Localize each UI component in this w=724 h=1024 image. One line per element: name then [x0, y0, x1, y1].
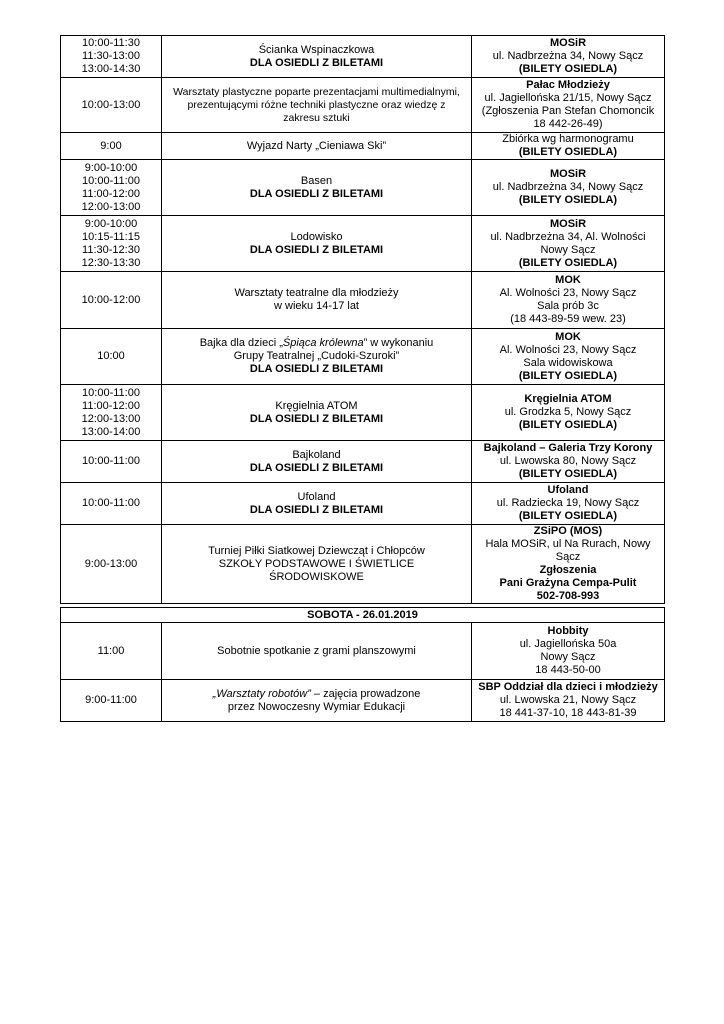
- schedule-row: [61, 329, 665, 385]
- schedule-table-friday: [60, 35, 665, 604]
- event-cell: [162, 272, 472, 329]
- venue-cell: [472, 160, 665, 216]
- venue-line: (BILETY OSIEDLA): [518, 63, 618, 75]
- schedule-row: [61, 483, 665, 525]
- venue-line: Pani Grażyna Cempa-Pulit: [499, 577, 637, 589]
- venue-line: Al. Wolności 23, Nowy Sącz: [499, 287, 637, 299]
- venue-line: (BILETY OSIEDLA): [518, 419, 618, 431]
- venue-cell: [472, 133, 665, 160]
- time-slot: 9:00-13:00: [84, 557, 138, 570]
- event-cell: [162, 329, 472, 385]
- event-cell: [162, 216, 472, 272]
- event-cell: [162, 680, 472, 722]
- venue-line: ul. Radziecka 19, Nowy Sącz: [496, 497, 640, 509]
- event-cell: [162, 483, 472, 525]
- schedule-row: [61, 133, 665, 160]
- event-line-part: ” w wykonaniu: [363, 337, 434, 349]
- event-line: DLA OSIEDLI Z BILETAMI: [249, 412, 384, 425]
- event-line: Kręgielnia ATOM: [275, 399, 358, 412]
- event-line-part: Bajka dla dzieci „: [199, 337, 283, 349]
- venue-cell: [472, 680, 665, 722]
- event-line: Lodowisko: [290, 230, 343, 243]
- event-line: w wieku 14-17 lat: [274, 300, 359, 312]
- event-line: Ufoland: [297, 490, 336, 503]
- venue-line: MOK: [555, 330, 581, 343]
- time-slot: 10:00-11:30: [82, 37, 140, 49]
- venue-line: (BILETY OSIEDLA): [518, 369, 618, 382]
- venue-line: (Zgłoszenia Pan Stefan Chomoncik: [481, 105, 655, 117]
- venue-line: Al. Wolności 23, Nowy Sącz: [499, 343, 637, 356]
- venue-line: Kręgielnia ATOM: [524, 393, 612, 405]
- schedule-row: [61, 385, 665, 441]
- event-cell: [162, 160, 472, 216]
- venue-line: ul. Grodzka 5, Nowy Sącz: [504, 406, 632, 418]
- time-cell: [61, 441, 162, 483]
- venue-line: Sala prób 3c: [537, 300, 599, 312]
- time-cell: [61, 385, 162, 441]
- schedule-row: [61, 680, 665, 722]
- time-cell: [61, 133, 162, 160]
- venue-line: (BILETY OSIEDLA): [518, 256, 618, 269]
- event-line: DLA OSIEDLI Z BILETAMI: [249, 56, 384, 69]
- venue-line: Bajkoland – Galeria Trzy Korony: [483, 442, 653, 454]
- venue-line: ul. Nadbrzeżna 34, Al. Wolności: [490, 230, 646, 243]
- venue-line: MOSiR: [549, 37, 587, 49]
- time-slot: 9:00: [100, 139, 122, 152]
- venue-line: Zgłoszenia: [539, 564, 597, 576]
- venue-line: ul. Nadbrzeżna 34, Nowy Sącz: [492, 181, 644, 193]
- time-slot: 12:30-13:30: [81, 256, 141, 269]
- time-slot: 13:00-14:30: [81, 63, 141, 75]
- schedule-row: [61, 623, 665, 680]
- schedule-row: [61, 272, 665, 329]
- venue-line: (BILETY OSIEDLA): [518, 146, 618, 158]
- time-cell: [61, 525, 162, 604]
- event-line-part: „Warsztaty robotów”: [212, 687, 311, 700]
- event-line: [165, 688, 468, 701]
- venue-cell: [472, 441, 665, 483]
- event-cell: [162, 36, 472, 78]
- time-slot: 9:00-11:00: [85, 694, 137, 706]
- time-cell: [61, 216, 162, 272]
- time-cell: [61, 329, 162, 385]
- venue-line: 18 443-50-00: [535, 664, 601, 676]
- venue-line: ZSiPO (MOS): [533, 525, 603, 537]
- time-slot: 10:00-11:00: [82, 386, 140, 399]
- schedule-rows: [61, 608, 665, 722]
- event-cell: [162, 133, 472, 160]
- day-heading: SOBOTA - 26.01.2019: [61, 608, 665, 623]
- time-slot: 11:30-12:30: [82, 243, 140, 256]
- event-cell: [162, 78, 472, 133]
- venue-line: (BILETY OSIEDLA): [518, 194, 618, 206]
- schedule-row: [61, 441, 665, 483]
- event-cell: [162, 525, 472, 604]
- event-line-part: Śpiąca królewna: [282, 337, 364, 349]
- event-line: Ścianka Wspinaczkowa: [258, 43, 375, 56]
- event-line: Grupy Teatralnej „Cudoki-Szuroki”: [233, 350, 400, 362]
- event-line: Bajkoland: [292, 448, 341, 461]
- event-line: Wyjazd Narty „Cieniawa Ski”: [246, 139, 387, 152]
- venue-line: 18 441-37-10, 18 443-81-39: [499, 707, 637, 719]
- venue-cell: [472, 385, 665, 441]
- schedule-row: [61, 216, 665, 272]
- venue-cell: [472, 36, 665, 78]
- time-slot: 10:00-11:00: [82, 497, 140, 509]
- venue-cell: [472, 78, 665, 133]
- event-line: Warsztaty teatralne dla młodzieży: [234, 287, 399, 299]
- time-slot: 12:00-13:00: [81, 412, 141, 425]
- event-cell: [162, 623, 472, 680]
- venue-cell: [472, 329, 665, 385]
- time-slot: 11:30-13:00: [82, 50, 140, 62]
- time-cell: [61, 160, 162, 216]
- venue-line: Ufoland: [547, 484, 589, 496]
- time-cell: [61, 78, 162, 133]
- time-slot: 11:00: [97, 644, 125, 657]
- event-line: Basen: [300, 174, 333, 187]
- venue-line: (BILETY OSIEDLA): [518, 468, 618, 480]
- venue-line: (18 443-89-59 wew. 23): [510, 313, 626, 325]
- venue-line: MOK: [555, 274, 581, 286]
- event-line: przez Nowoczesny Wymiar Edukacji: [227, 700, 406, 713]
- schedule-row: [61, 36, 665, 78]
- venue-cell: [472, 525, 665, 604]
- venue-line: MOSiR: [549, 217, 587, 230]
- venue-line: ul. Lwowska 80, Nowy Sącz: [499, 455, 637, 467]
- event-line: DLA OSIEDLI Z BILETAMI: [249, 363, 384, 375]
- venue-line: ul. Jagiellońska 21/15, Nowy Sącz: [484, 92, 652, 104]
- event-cell: [162, 441, 472, 483]
- event-line: Sobotnie spotkanie z grami planszowymi: [217, 644, 416, 657]
- schedule-row: [61, 160, 665, 216]
- schedule-row: [61, 525, 665, 604]
- time-cell: [61, 272, 162, 329]
- time-slot: 10:15-11:15: [82, 230, 140, 243]
- event-cell: [162, 385, 472, 441]
- schedule-row: [61, 78, 665, 133]
- time-slot: 9:00-10:00: [84, 161, 138, 174]
- event-line: Turniej Piłki Siatkowej Dziewcząt i Chłopców: [208, 544, 425, 557]
- venue-line: 502-708-993: [536, 590, 600, 602]
- time-slot: 10:00-11:00: [82, 455, 140, 467]
- venue-line: Pałac Młodzieży: [526, 79, 610, 91]
- venue-line: (BILETY OSIEDLA): [518, 510, 618, 522]
- venue-cell: [472, 483, 665, 525]
- event-line: DLA OSIEDLI Z BILETAMI: [249, 187, 384, 200]
- time-slot: 10:00: [97, 350, 125, 362]
- event-line: Warsztaty plastyczne poparte prezentacjami multimedialnymi, prezentującymi różne techniki plastyczne oraz wiedzę z zakresu sztuki: [173, 85, 460, 124]
- event-line: SZKOŁY PODSTAWOWE I ŚWIETLICE: [218, 557, 415, 570]
- time-slot: 9:00-10:00: [84, 217, 138, 230]
- time-cell: [61, 623, 162, 680]
- venue-line: 18 442-26-49): [533, 118, 603, 130]
- time-cell: [61, 36, 162, 78]
- event-line: [165, 337, 468, 350]
- time-cell: [61, 483, 162, 525]
- time-slot: 11:00-12:00: [82, 187, 140, 200]
- schedule-rows: [61, 36, 665, 604]
- venue-line: Hala MOSiR, ul Na Rurach, Nowy Sącz: [485, 538, 651, 563]
- day-heading-row: [61, 608, 665, 623]
- event-line: DLA OSIEDLI Z BILETAMI: [249, 503, 384, 516]
- venue-line: ul. Nadbrzeżna 34, Nowy Sącz: [492, 50, 644, 62]
- time-slot: 12:00-13:00: [81, 200, 141, 213]
- venue-line: Zbiórka wg harmonogramu: [502, 133, 634, 145]
- event-line: DLA OSIEDLI Z BILETAMI: [249, 243, 384, 256]
- time-cell: [61, 680, 162, 722]
- schedule-table-saturday: [60, 607, 665, 722]
- time-slot: 13:00-14:00: [81, 425, 141, 438]
- venue-line: ul. Jagiellońska 50a: [519, 638, 617, 650]
- venue-line: Nowy Sącz: [540, 243, 596, 256]
- venue-line: Hobbity: [547, 625, 589, 637]
- event-line: DLA OSIEDLI Z BILETAMI: [249, 461, 384, 474]
- event-line-part: – zajęcia prowadzone: [310, 687, 421, 700]
- venue-cell: [472, 623, 665, 680]
- venue-cell: [472, 216, 665, 272]
- venue-cell: [472, 272, 665, 329]
- time-slot: 10:00-12:00: [81, 293, 141, 306]
- venue-line: Nowy Sącz: [540, 651, 596, 663]
- time-slot: 11:00-12:00: [82, 399, 140, 412]
- venue-line: ul. Lwowska 21, Nowy Sącz: [499, 694, 637, 706]
- time-slot: 10:00-13:00: [81, 98, 141, 111]
- time-slot: 10:00-11:00: [82, 174, 140, 187]
- venue-line: Sala widowiskowa: [523, 356, 613, 369]
- venue-line: MOSiR: [549, 168, 587, 180]
- venue-line: SBP Oddział dla dzieci i młodzieży: [478, 681, 658, 693]
- event-line: ŚRODOWISKOWE: [269, 570, 364, 583]
